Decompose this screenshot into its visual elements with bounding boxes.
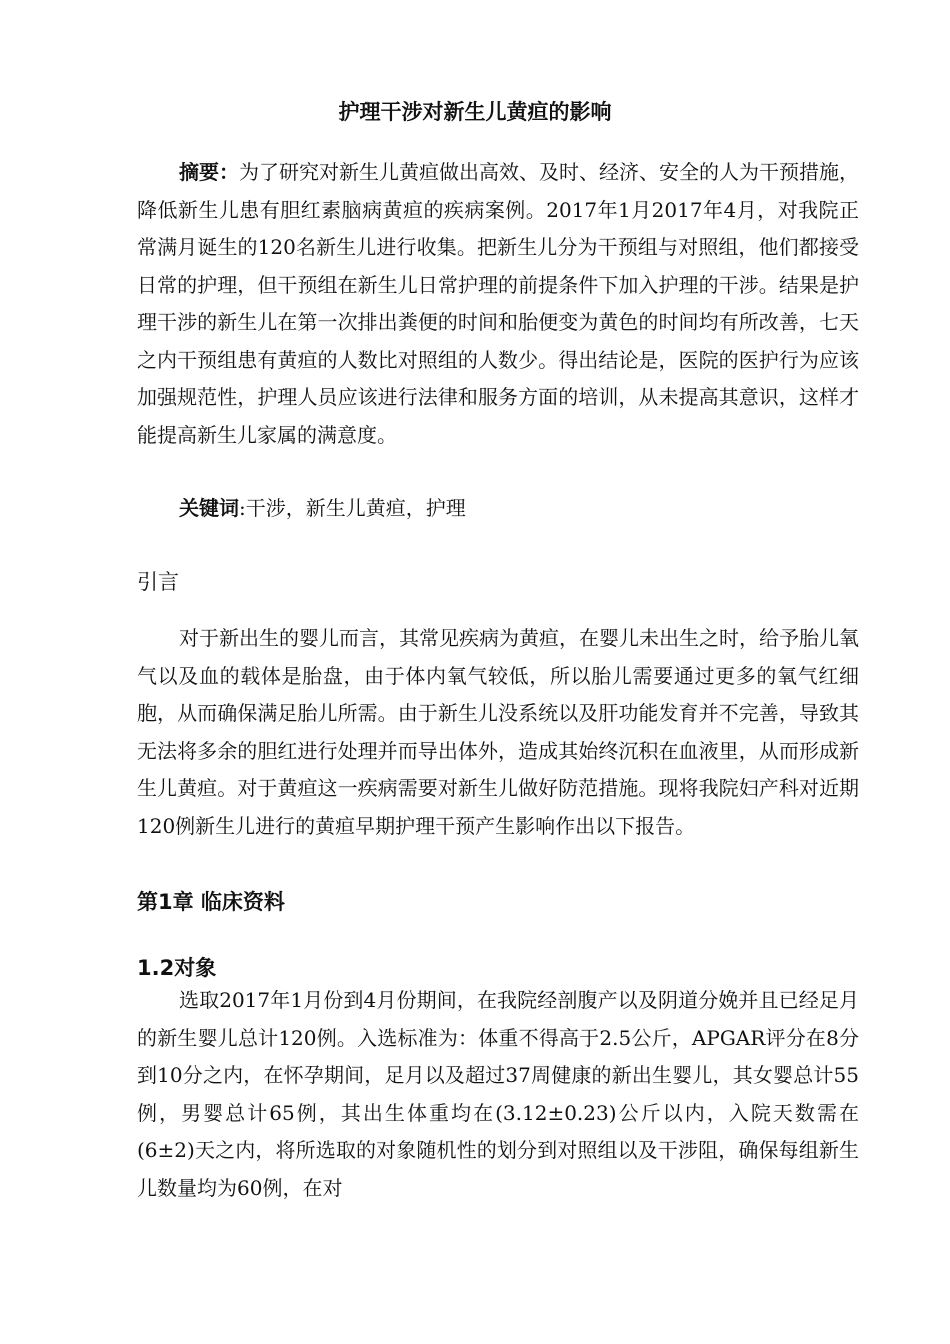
chapter1-heading: 第1章 临床资料 [137,890,285,914]
keywords-paragraph [137,490,859,528]
document-title: 护理干涉对新生儿黄疸的影响 [338,100,612,124]
abstract-text: 为了研究对新生儿黄疸做出高效、及时、经济、安全的人为干预措施，降低新生儿患有胆红素脑病黄疸的疾病案例。2017年1月2017年4月，对我院正常满月诞生的120名新生儿进行收集。把新生儿分为干预组与对照组，他们都接受日常的护理，但干预组在新生儿日常护理的前提条件下加入护理的干涉。结果是护理干涉的新生儿在第一次排出粪便的时间和胎便变为黄色的时间均有所改善，七天之内干预组患有黄疸的人数比对照组的人数少。得出结论是，医院的医护行为应该加强规范性，护理人员应该进行法律和服务方面的培训，从未提高其意识，这样才能提高新生儿家属的满意度。 [137,160,859,447]
intro-heading: 引言 [137,570,179,594]
section12-heading: 1.2对象 [137,956,217,980]
abstract-paragraph [137,154,859,454]
intro-paragraph: 对于新出生的婴儿而言，其常见疾病为黄疸，在婴儿未出生之时，给予胎儿氧气以及血的载体是胎盘，由于体内氧气较低，所以胎儿需要通过更多的氧气红细胞，从而确保满足胎儿所需。由于新生儿没系统以及肝功能发育并不完善，导致其无法将多余的胆红进行处理并而导出体外，造成其始终沉积在血液里，从而形成新生儿黄疸。对于黄疸这一疾病需要对新生儿做好防范措施。现将我院妇产科对近期120例新生儿进行的黄疸早期护理干预产生影响作出以下报告。 [137,626,859,838]
keywords-text: :干涉，新生儿黄疸，护理 [239,496,466,520]
section12-paragraph: 选取2017年1月份到4月份期间，在我院经剖腹产以及阴道分娩并且已经足月的新生婴儿总计120例。入选标准为：体重不得高于2.5公斤，APGAR评分在8分到10分之内，在怀孕期间，足月以及超过37周健康的新出生婴儿，其女婴总计55例，男婴总计65例，其出生体重均在(3.12±0.23)公斤以内，入院天数需在(6±2)天之内，将所选取的对象随机性的划分到对照组以及干涉阻，确保每组新生儿数量均为60例，在对 [137,988,859,1200]
keywords-label: 关键词 [179,496,239,520]
abstract-label: 摘要： [179,160,239,184]
